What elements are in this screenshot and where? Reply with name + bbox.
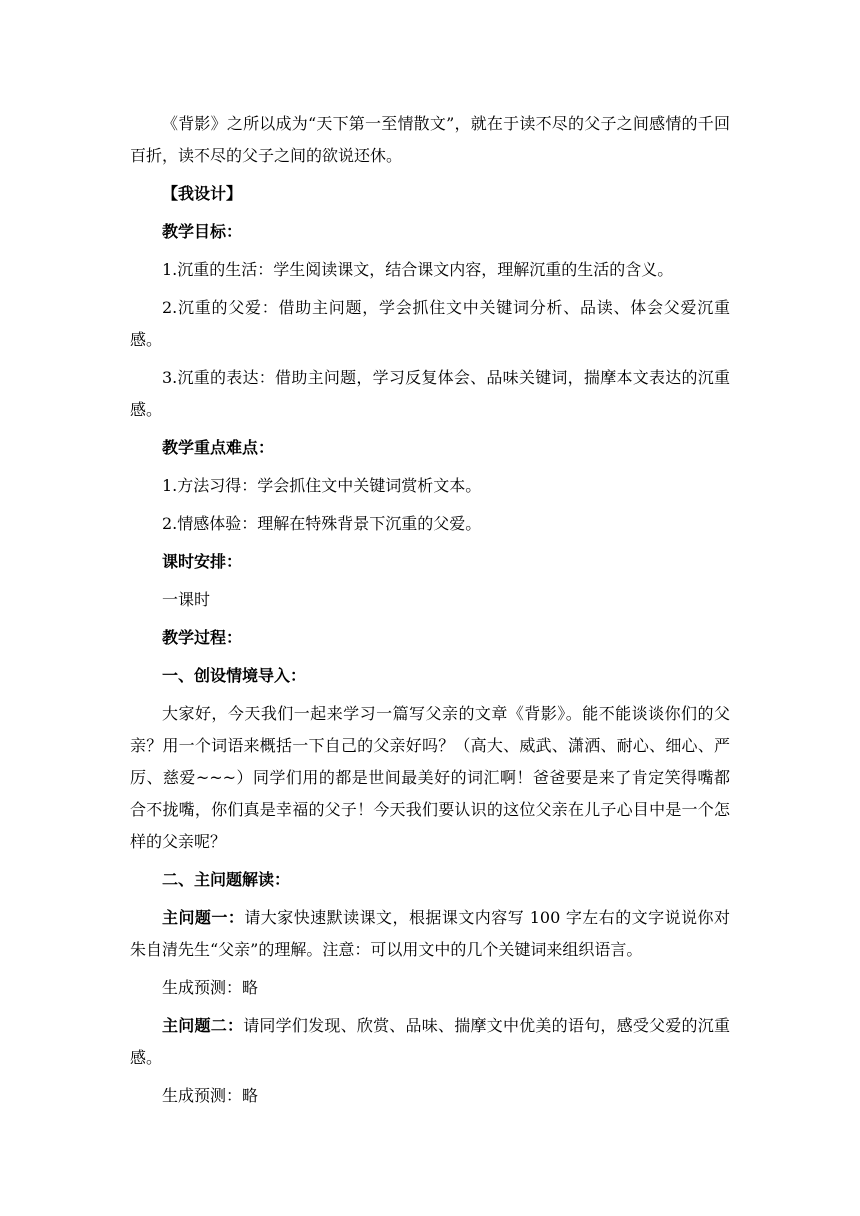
objectives-heading: 教学目标： <box>162 222 243 241</box>
objective-item: 2.沉重的父爱：借助主问题，学会抓住文中关键词分析、品读、体会父爱沉重感。 <box>130 298 730 349</box>
question2-prediction: 生成预测：略 <box>162 1086 259 1105</box>
design-heading: 【我设计】 <box>162 184 243 203</box>
key-points-heading: 教学重点难点： <box>162 438 275 457</box>
section1-heading: 一、创设情境导入： <box>162 666 307 685</box>
question2-label: 主问题二： <box>162 1016 244 1035</box>
document-page <box>130 108 730 1118</box>
question2-text: 请同学们发现、欣赏、品味、揣摩文中优美的语句，感受父爱的沉重感。 <box>130 1016 730 1067</box>
question2-paragraph <box>130 1010 730 1074</box>
section1-paragraph: 大家好，今天我们一起来学习一篇写父亲的文章《背影》。能不能谈谈你们的父亲？用一个词语来概括一下自己的父亲好吗？（高大、威武、潇洒、耐心、细心、严厉、慈爱~~~）同学们用的都是世间最美好的词汇啊！爸爸要是来了肯定笑得嘴都合不拢嘴，你们真是幸福的父子！今天我们要认识的这位父亲在儿子心目中是一个怎样的父亲呢？ <box>130 704 730 851</box>
process-heading: 教学过程： <box>162 628 243 647</box>
question1-text: 请大家快速默读课文，根据课文内容写 100 字左右的文字说说你对朱自清先生“父亲”的理解。注意：可以用文中的几个关键词来组织语言。 <box>130 908 730 959</box>
question1-prediction: 生成预测：略 <box>162 978 259 997</box>
objective-item: 1.沉重的生活：学生阅读课文，结合课文内容，理解沉重的生活的含义。 <box>162 260 674 279</box>
intro-paragraph: 《背影》之所以成为“天下第一至情散文”，就在于读不尽的父子之间感情的千回百折，读不尽的父子之间的欲说还休。 <box>130 114 730 165</box>
question1-label: 主问题一： <box>162 908 245 927</box>
schedule-heading: 课时安排： <box>162 552 243 571</box>
key-point-item: 1.方法习得：学会抓住文中关键词赏析文本。 <box>162 476 482 495</box>
question1-paragraph <box>130 902 730 966</box>
section2-heading: 二、主问题解读： <box>162 870 291 889</box>
schedule-text: 一课时 <box>162 590 211 609</box>
objective-item: 3.沉重的表达：借助主问题，学习反复体会、品味关键词，揣摩本文表达的沉重感。 <box>130 368 730 419</box>
key-point-item: 2.情感体验：理解在特殊背景下沉重的父爱。 <box>162 514 482 533</box>
